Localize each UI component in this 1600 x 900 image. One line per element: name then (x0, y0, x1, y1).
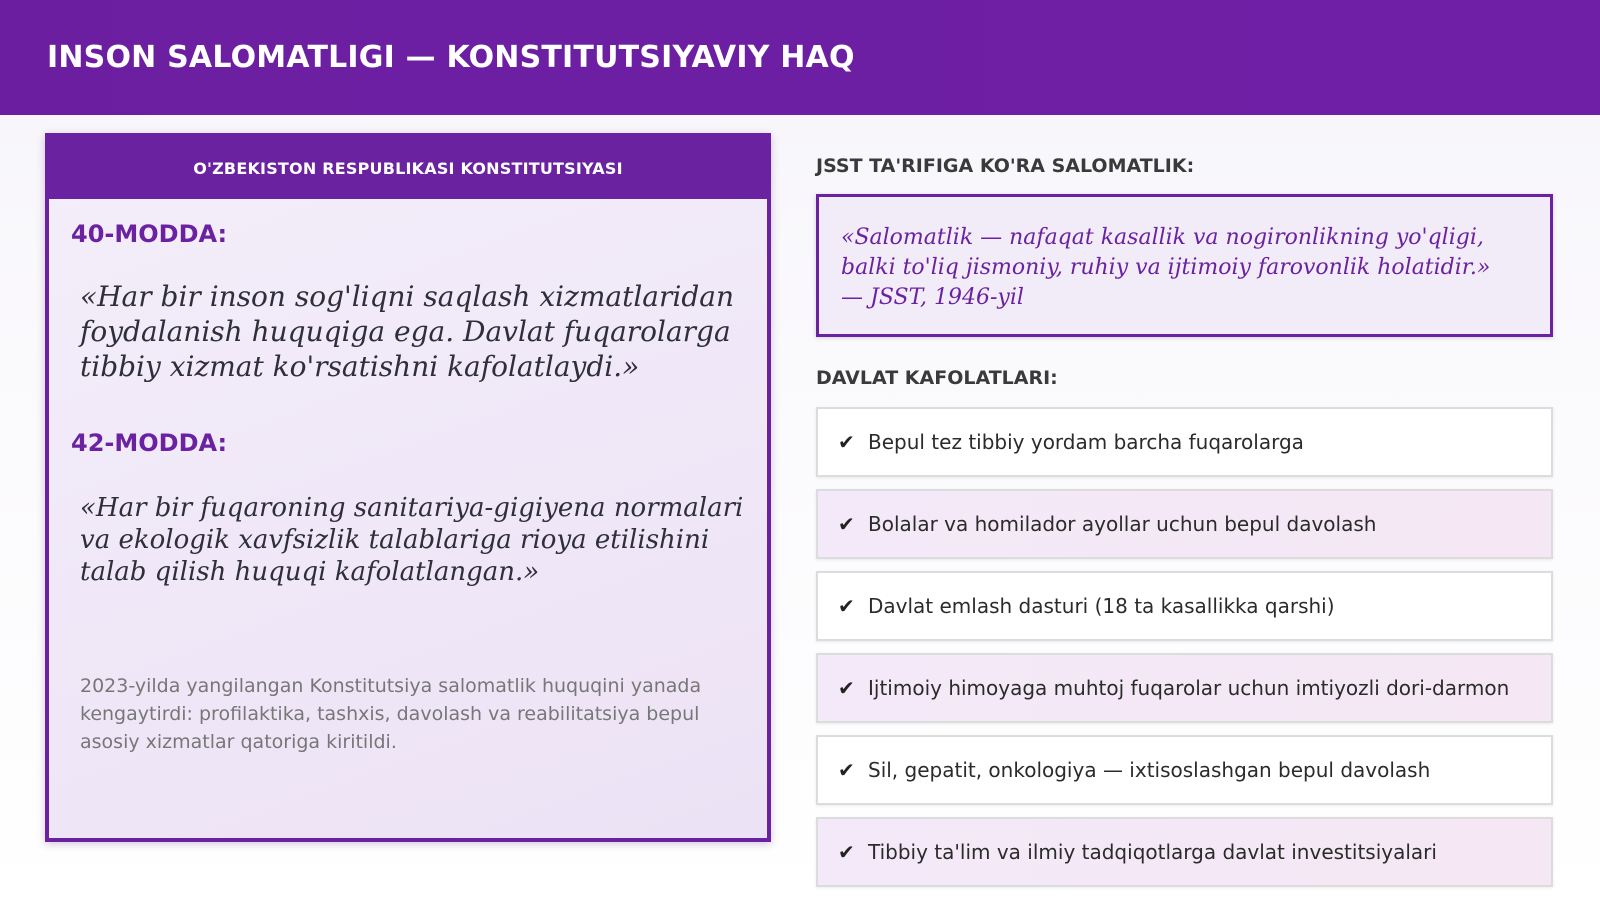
guarantee-label: Sil, gepatit, onkologiya — ixtisoslashgan bepul davolash (868, 758, 1431, 782)
article-42-title: 42-MODDA: (71, 429, 228, 457)
constitution-header: O'ZBEKISTON RESPUBLIKASI KONSTITUTSIYASI (49, 137, 767, 199)
check-icon: ✔ (838, 676, 855, 700)
page-title: INSON SALOMATLIGI — KONSTITUTSIYAVIY HAQ (47, 40, 855, 75)
guarantee-label: Tibbiy ta'lim va ilmiy tadqiqotlarga davlat investitsiyalari (868, 840, 1437, 864)
who-quote-box (816, 194, 1553, 337)
guarantee-item (816, 817, 1553, 887)
who-definition-title: JSST TA'RIFIGA KO'RA SALOMATLIK: (816, 155, 1195, 177)
who-source: — JSST, 1946-yil (841, 285, 1024, 310)
check-icon: ✔ (838, 840, 855, 864)
guarantee-item (816, 653, 1553, 723)
check-icon: ✔ (838, 430, 855, 454)
title-bar (0, 0, 1600, 115)
article-40-title: 40-MODDA: (71, 220, 228, 248)
guarantee-label: Bolalar va homilador ayollar uchun bepul davolash (868, 512, 1377, 536)
guarantee-item (816, 407, 1553, 477)
who-quote: «Salomatlik — nafaqat kasallik va nogironlikning yo'qligi, balki to'liq jismoniy, ruhiy va ijtimoiy farovonlik holatidir.» (841, 225, 1491, 280)
check-icon: ✔ (838, 594, 855, 618)
guarantee-label: Bepul tez tibbiy yordam barcha fuqarolarga (868, 430, 1304, 454)
guarantee-item (816, 735, 1553, 805)
guarantee-label: Davlat emlash dasturi (18 ta kasallikka qarshi) (868, 594, 1335, 618)
guarantee-item (816, 489, 1553, 559)
constitution-panel (45, 133, 771, 842)
guarantees-title: DAVLAT KAFOLATLARI: (816, 367, 1058, 389)
article-40-text: «Har bir inson sog'liqni saqlash xizmatlaridan foydalanish huquqiga ega. Davlat fuqarolarga tibbiy xizmat ko'rsatishni kafolatlaydi.» (80, 280, 734, 383)
guarantee-item (816, 571, 1553, 641)
check-icon: ✔ (838, 512, 855, 536)
article-42-text: «Har bir fuqaroning sanitariya-gigiyena normalari va ekologik xavfsizlik talablariga rioya etilishini talab qilish huquqi kafolatlangan.» (80, 493, 744, 587)
check-icon: ✔ (838, 758, 855, 782)
guarantee-label: Ijtimoiy himoyaga muhtoj fuqarolar uchun imtiyozli dori-darmon (868, 676, 1510, 700)
constitution-note: 2023-yilda yangilangan Konstitutsiya salomatlik huquqini yanada kengaytirdi: profilaktika, tashxis, davolash va reabilitatsiya bepul asosiy xizmatlar qatoriga kiritildi. (80, 675, 702, 753)
